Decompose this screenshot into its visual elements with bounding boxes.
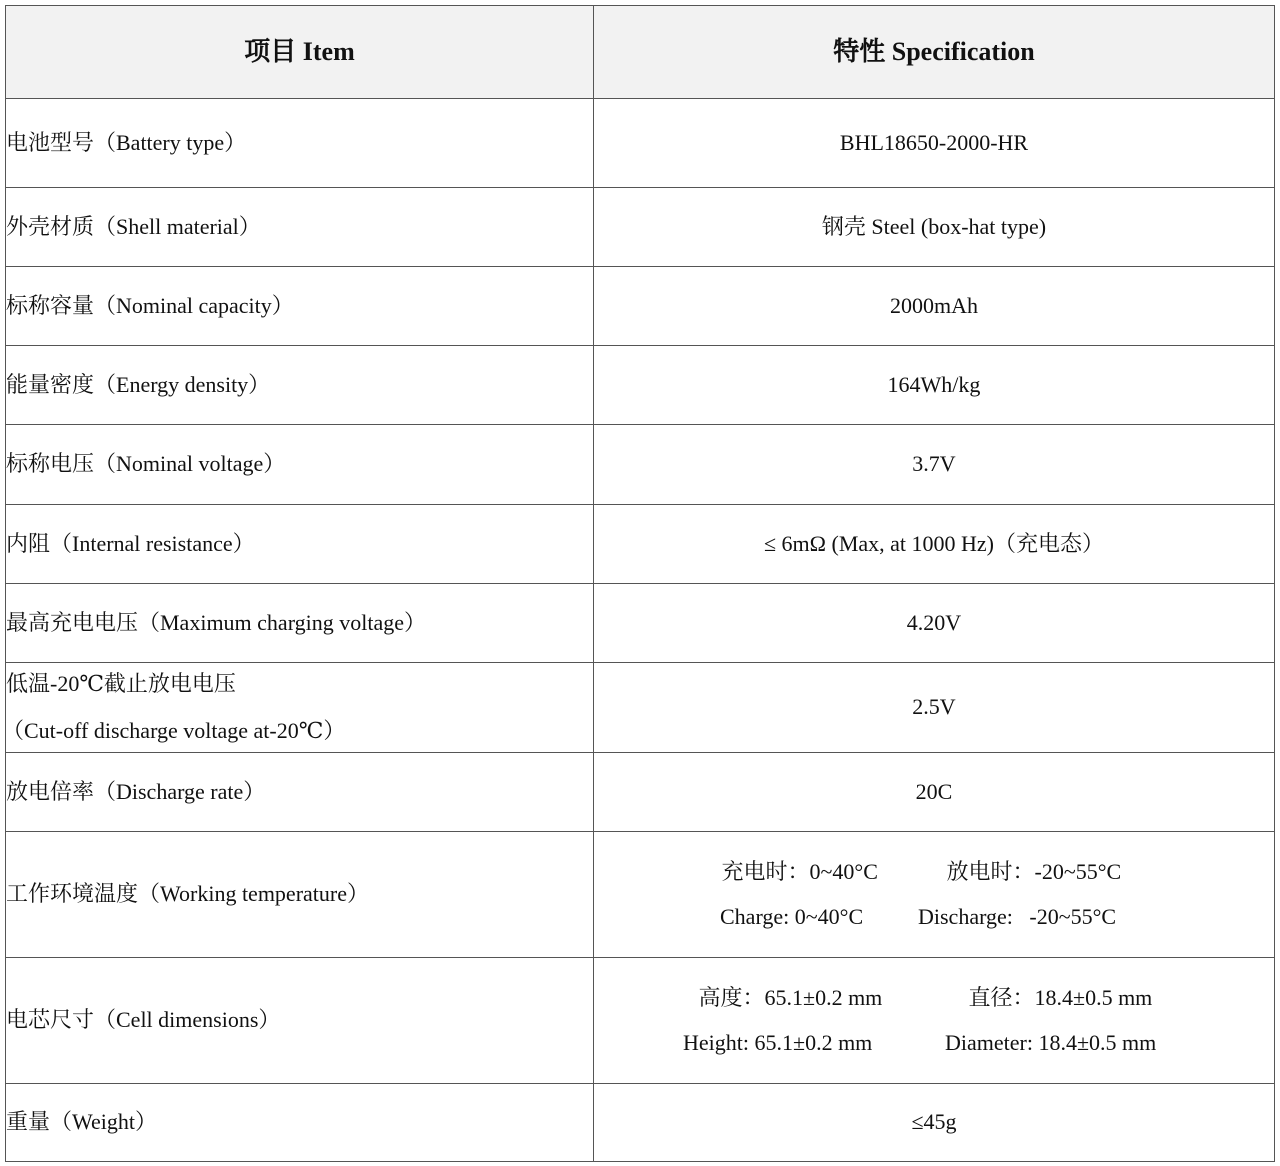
table-row	[6, 663, 1275, 753]
table-row	[6, 99, 1275, 188]
row-value: 3.7V	[594, 425, 1275, 505]
row-item: 标称电压（Nominal voltage）	[6, 425, 594, 505]
row-value: 2.5V	[594, 663, 1275, 753]
row-item: 电池型号（Battery type）	[6, 99, 594, 188]
value-charge-cn: 充电时：0~40°C	[721, 859, 878, 885]
row-value	[594, 832, 1275, 958]
value-line-en	[594, 904, 1274, 930]
row-value: 2000mAh	[594, 267, 1275, 346]
table-row	[6, 267, 1275, 346]
value-line-en	[594, 1030, 1274, 1056]
value-height-cn: 高度：65.1±0.2 mm	[698, 985, 883, 1011]
value-diameter-cn: 直径：18.4±0.5 mm	[968, 985, 1153, 1011]
row-item-line: （Cut-off discharge voltage at-20℃）	[2, 717, 346, 743]
row-item: 重量（Weight）	[6, 1084, 594, 1162]
row-item: 外壳材质（Shell material）	[6, 188, 594, 267]
table-row	[6, 958, 1275, 1084]
row-item: 电芯尺寸（Cell dimensions）	[6, 958, 594, 1084]
row-value: 钢壳 Steel (box-hat type)	[594, 188, 1275, 267]
table-row	[6, 753, 1275, 832]
row-value: 164Wh/kg	[594, 346, 1275, 425]
table-header-row	[6, 6, 1275, 99]
row-value: BHL18650-2000-HR	[594, 99, 1275, 188]
value-line-cn	[594, 859, 1274, 885]
row-item	[2, 663, 594, 753]
value-height-en: Height: 65.1±0.2 mm	[683, 1029, 873, 1055]
row-value: ≤45g	[594, 1084, 1275, 1162]
header-item: 项目 Item	[6, 6, 594, 99]
table-row	[6, 832, 1275, 958]
table-row	[6, 188, 1275, 267]
row-value: ≤ 6mΩ (Max, at 1000 Hz)（充电态）	[594, 505, 1275, 584]
value-discharge-en: Discharge: -20~55°C	[918, 903, 1117, 929]
value-diameter-en: Diameter: 18.4±0.5 mm	[945, 1029, 1157, 1055]
table-row	[6, 505, 1275, 584]
table-row	[6, 584, 1275, 663]
value-discharge-cn: 放电时：-20~55°C	[946, 859, 1122, 885]
value-charge-en: Charge: 0~40°C	[720, 903, 864, 929]
row-item: 标称容量（Nominal capacity）	[6, 267, 594, 346]
row-value: 20C	[594, 753, 1275, 832]
table-row	[6, 425, 1275, 505]
header-specification: 特性 Specification	[594, 6, 1275, 99]
row-item: 能量密度（Energy density）	[6, 346, 594, 425]
row-item: 内阻（Internal resistance）	[6, 505, 594, 584]
table-row	[6, 346, 1275, 425]
row-value	[594, 958, 1275, 1084]
row-value: 4.20V	[594, 584, 1275, 663]
row-item: 最高充电电压（Maximum charging voltage）	[6, 584, 594, 663]
table-row	[6, 1084, 1275, 1162]
value-line-cn	[594, 985, 1274, 1011]
row-item: 放电倍率（Discharge rate）	[6, 753, 594, 832]
row-item: 工作环境温度（Working temperature）	[6, 832, 594, 958]
spec-table	[2, 5, 1275, 1162]
row-item-line: 低温-20℃截止放电电压	[6, 671, 236, 697]
